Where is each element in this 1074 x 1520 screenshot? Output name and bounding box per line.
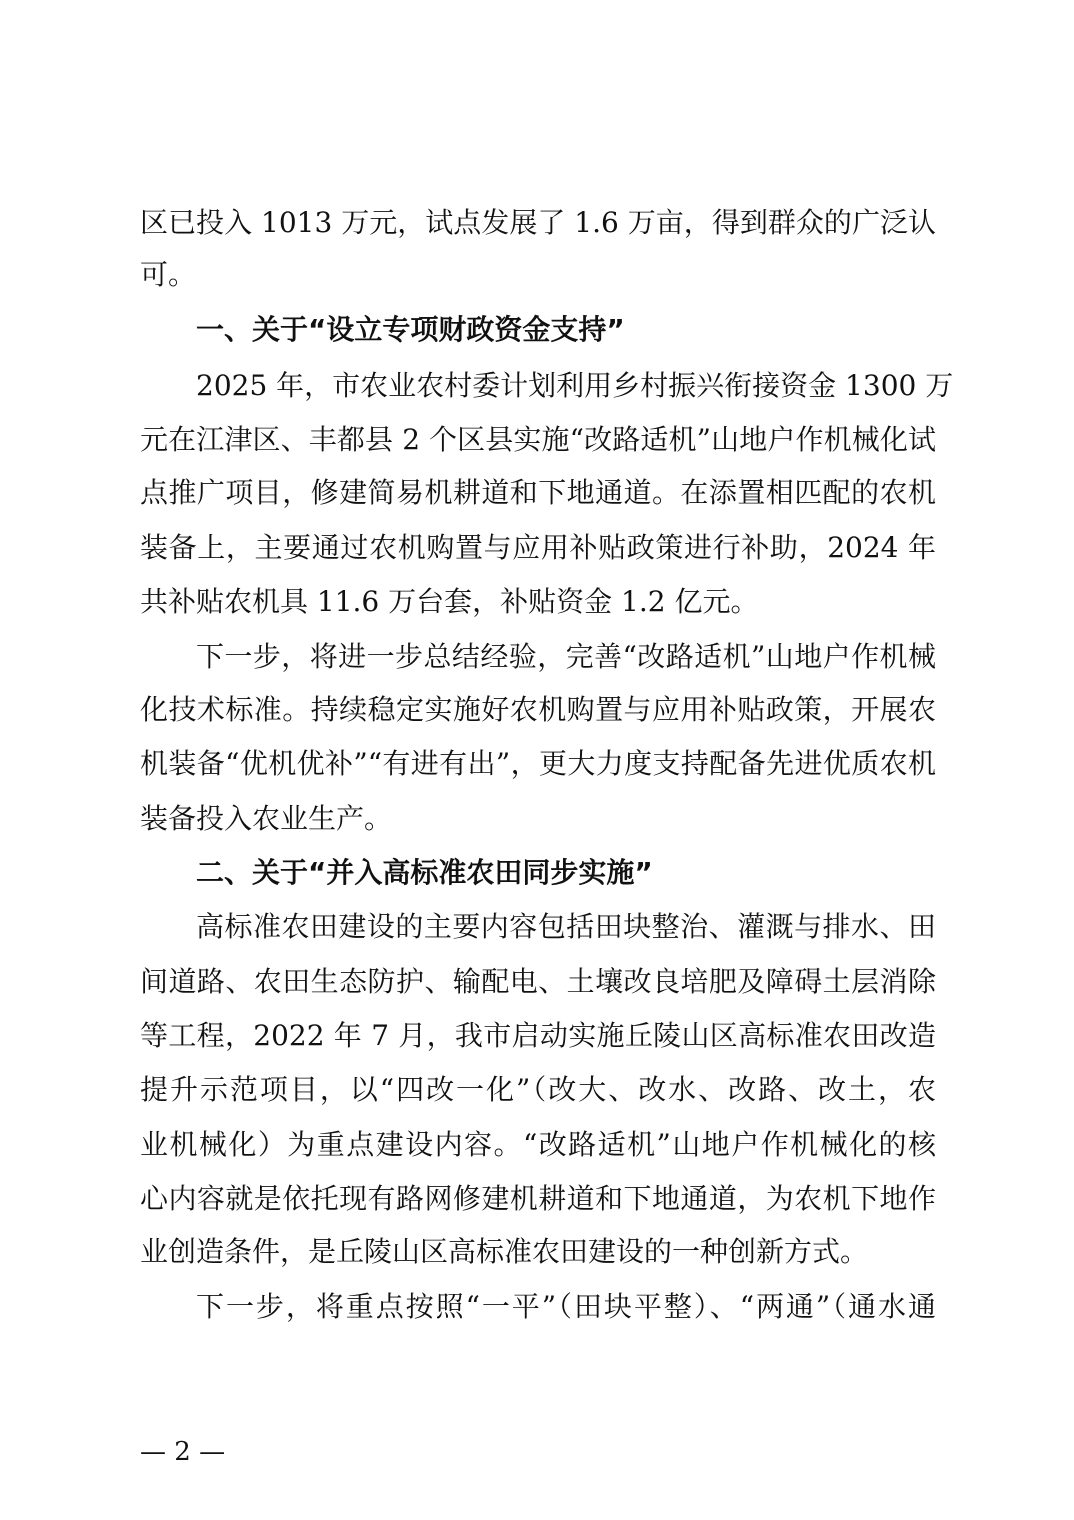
body-text-line: 共补贴农机具 11.6 万台套，补贴资金 1.2 亿元。 — [140, 585, 759, 618]
body-text-line: 心内容就是依托现有路网修建机耕道和下地通道，为农机下地作 — [140, 1182, 936, 1215]
body-text-line: 机装备“优机优补”“有进有出”，更大力度支持配备先进优质农机 — [140, 747, 936, 780]
body-text-line: 业创造条件，是丘陵山区高标准农田建设的一种创新方式。 — [140, 1235, 869, 1268]
body-text-line: 等工程，2022 年 7 月，我市启动实施丘陵山区高标准农田改造 — [140, 1019, 936, 1052]
body-text-line: 元在江津区、丰都县 2 个区县实施“改路适机”山地户作机械化试 — [140, 423, 936, 456]
body-text-line: 下一步，将重点按照“一平”（田块平整）、“两通”（通水通 — [196, 1290, 936, 1323]
body-text-line: 点推广项目，修建简易机耕道和下地通道。在添置相匹配的农机 — [140, 476, 936, 509]
section-heading-2: 二、关于“并入高标准农田同步实施” — [196, 856, 653, 889]
body-text-line: 下一步，将进一步总结经验，完善“改路适机”山地户作机械 — [196, 640, 936, 673]
page-number: — 2 — — [140, 1437, 226, 1467]
body-text-line: 2025 年，市农业农村委计划利用乡村振兴衔接资金 1300 万 — [196, 369, 954, 402]
body-text-line: 业机械化）为重点建设内容。“改路适机”山地户作机械化的核 — [140, 1128, 936, 1161]
body-text-line: 提升示范项目，以“四改一化”（改大、改水、改路、改土，农 — [140, 1073, 936, 1106]
body-text-line: 区已投入 1013 万元，试点发展了 1.6 万亩，得到群众的广泛认 — [140, 206, 936, 239]
body-text-line: 化技术标准。持续稳定实施好农机购置与应用补贴政策，开展农 — [140, 693, 936, 726]
body-text-line: 高标准农田建设的主要内容包括田块整治、灌溉与排水、田 — [196, 910, 936, 943]
body-text-line: 可。 — [140, 258, 197, 291]
body-text-line: 间道路、农田生态防护、输配电、土壤改良培肥及障碍土层消除 — [140, 965, 936, 998]
section-heading-1: 一、关于“设立专项财政资金支持” — [196, 313, 625, 346]
body-text-line: 装备投入农业生产。 — [140, 802, 393, 835]
body-text-line: 装备上，主要通过农机购置与应用补贴政策进行补助，2024 年 — [140, 531, 936, 564]
